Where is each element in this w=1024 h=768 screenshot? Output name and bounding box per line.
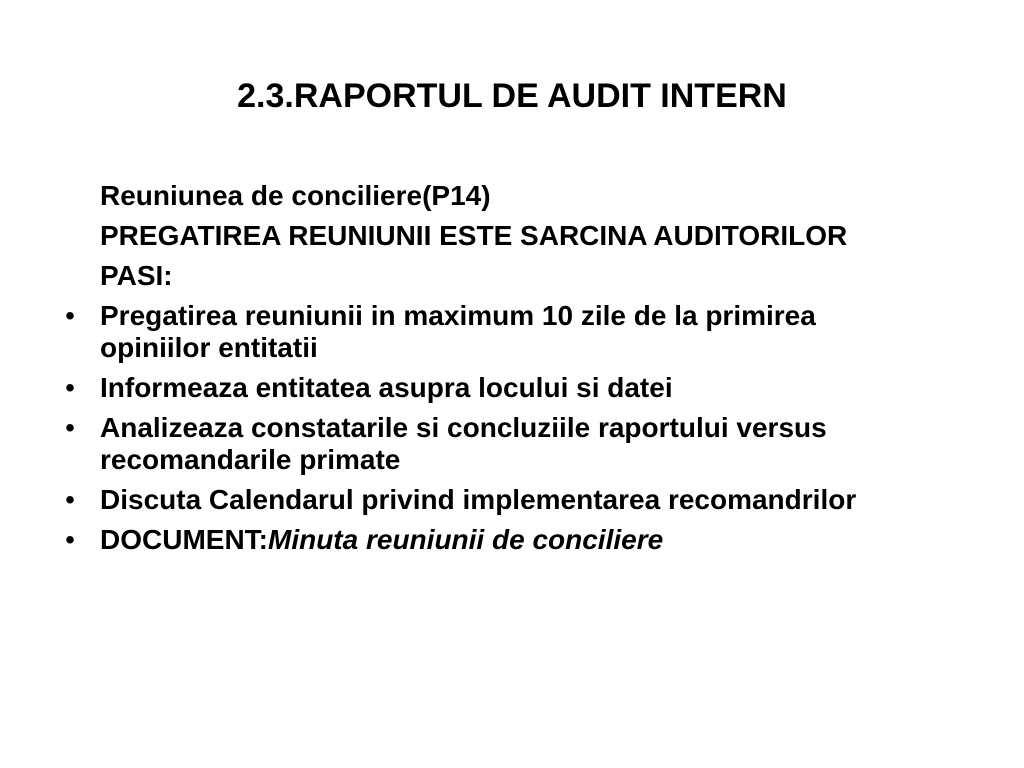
bullet-icon: •: [65, 484, 75, 515]
list-item-document: [60, 524, 920, 556]
steps-list: [60, 300, 920, 556]
list-item: [60, 484, 920, 516]
document-label: DOCUMENT:: [100, 524, 268, 555]
paragraph-reuniune: Reuniunea de conciliere(P14): [100, 180, 491, 211]
list-item: [60, 372, 920, 404]
paragraph-pregatirea: PREGATIREA REUNIUNII ESTE SARCINA AUDITORILOR: [100, 220, 848, 251]
bullet-icon: •: [65, 524, 75, 555]
slide-body: [60, 180, 920, 564]
list-item-text: Discuta Calendarul privind implementarea recomandrilor: [100, 484, 857, 515]
list-item: [60, 300, 920, 364]
bullet-icon: •: [65, 372, 75, 403]
paragraph-pasi: PASI:: [100, 260, 173, 291]
slide-title: 2.3.RAPORTUL DE AUDIT INTERN: [237, 77, 787, 115]
bullet-icon: •: [65, 412, 75, 443]
list-item-text: Pregatirea reuniunii in maximum 10 zile de la primirea opiniilor entitatii: [100, 300, 816, 363]
list-item: [60, 412, 920, 476]
list-item-text: Informeaza entitatea asupra locului si datei: [100, 372, 673, 403]
bullet-icon: •: [65, 300, 75, 331]
document-name: Minuta reuniunii de conciliere: [268, 524, 664, 555]
list-item-text: Analizeaza constatarile si concluziile raportului versus recomandarile primate: [100, 412, 827, 475]
